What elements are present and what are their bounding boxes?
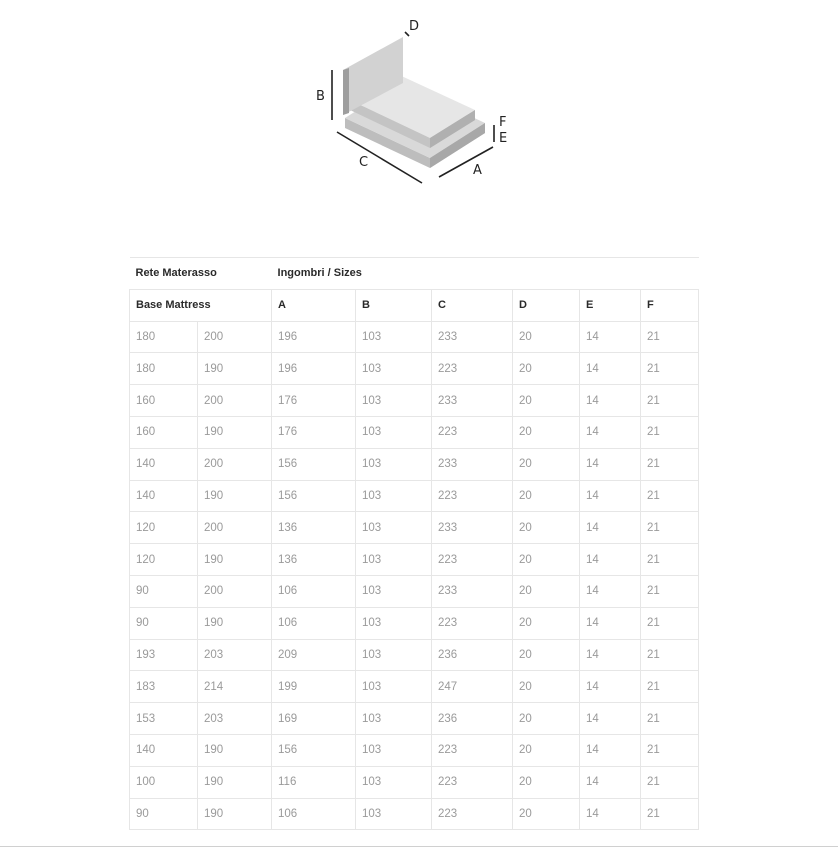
table-cell: 21 (641, 321, 699, 353)
table-cell: 196 (272, 353, 356, 385)
table-row (130, 766, 699, 798)
table-cell: 223 (432, 544, 513, 576)
table-cell: 103 (356, 544, 432, 576)
table-cell: 14 (580, 703, 641, 735)
table-cell: 136 (272, 512, 356, 544)
table-cell: 20 (513, 734, 580, 766)
table-cell: 103 (356, 575, 432, 607)
table-row (130, 512, 699, 544)
table-cell: 223 (432, 734, 513, 766)
table-cell: 214 (198, 671, 272, 703)
table-cell: 14 (580, 480, 641, 512)
table-cell: 14 (580, 575, 641, 607)
table-cell: 21 (641, 734, 699, 766)
table-cell: 20 (513, 671, 580, 703)
table-cell: 21 (641, 607, 699, 639)
table-cell: 247 (432, 671, 513, 703)
table-cell: 190 (198, 798, 272, 830)
group-header-row (130, 258, 699, 290)
table-row (130, 575, 699, 607)
column-header-e: E (580, 289, 641, 321)
table-cell: 103 (356, 416, 432, 448)
table-cell: 140 (130, 448, 198, 480)
table-cell: 140 (130, 480, 198, 512)
table-cell: 190 (198, 544, 272, 576)
table-cell: 190 (198, 416, 272, 448)
table-cell: 236 (432, 703, 513, 735)
table-cell: 20 (513, 607, 580, 639)
dimension-label-c: C (359, 155, 369, 170)
table-cell: 90 (130, 607, 198, 639)
table-row (130, 480, 699, 512)
table-cell: 21 (641, 353, 699, 385)
table-cell: 153 (130, 703, 198, 735)
table-cell: 233 (432, 575, 513, 607)
table-cell: 103 (356, 385, 432, 417)
dimension-label-d: D (409, 19, 420, 34)
table-cell: 103 (356, 607, 432, 639)
sizes-group-header: Ingombri / Sizes (272, 258, 699, 290)
table-cell: 160 (130, 416, 198, 448)
table-cell: 183 (130, 671, 198, 703)
table-cell: 14 (580, 544, 641, 576)
table-cell: 180 (130, 321, 198, 353)
table-cell: 203 (198, 639, 272, 671)
bottom-divider (0, 846, 838, 847)
table-cell: 103 (356, 321, 432, 353)
table-cell: 223 (432, 607, 513, 639)
table-cell: 20 (513, 575, 580, 607)
table-cell: 14 (580, 385, 641, 417)
table-row (130, 607, 699, 639)
base-group-header: Rete Materasso (130, 258, 272, 290)
table-cell: 196 (272, 321, 356, 353)
table-cell: 156 (272, 480, 356, 512)
table-cell: 190 (198, 353, 272, 385)
table-row (130, 353, 699, 385)
column-header-b: B (356, 289, 432, 321)
table-row (130, 639, 699, 671)
table-cell: 116 (272, 766, 356, 798)
table-cell: 103 (356, 766, 432, 798)
table-cell: 21 (641, 448, 699, 480)
column-header-a: A (272, 289, 356, 321)
table-cell: 190 (198, 734, 272, 766)
table-cell: 103 (356, 734, 432, 766)
table-cell: 223 (432, 798, 513, 830)
table-row (130, 671, 699, 703)
table-cell: 106 (272, 798, 356, 830)
table-cell: 120 (130, 512, 198, 544)
dimension-label-f: F (499, 115, 507, 130)
table-cell: 103 (356, 480, 432, 512)
table-cell: 20 (513, 448, 580, 480)
table-cell: 203 (198, 703, 272, 735)
table-cell: 103 (356, 512, 432, 544)
table-cell: 90 (130, 575, 198, 607)
table-cell: 20 (513, 353, 580, 385)
table-cell: 156 (272, 734, 356, 766)
table-cell: 14 (580, 607, 641, 639)
table-cell: 14 (580, 639, 641, 671)
column-header-base-mattress: Base Mattress (130, 289, 272, 321)
table-cell: 233 (432, 321, 513, 353)
table-row (130, 385, 699, 417)
table-row (130, 544, 699, 576)
table-cell: 103 (356, 703, 432, 735)
table-cell: 140 (130, 734, 198, 766)
table-cell: 169 (272, 703, 356, 735)
table-cell: 14 (580, 416, 641, 448)
table-cell: 223 (432, 353, 513, 385)
table-cell: 190 (198, 480, 272, 512)
table-cell: 20 (513, 544, 580, 576)
table-cell: 136 (272, 544, 356, 576)
table-cell: 233 (432, 512, 513, 544)
table-cell: 21 (641, 639, 699, 671)
table-cell: 233 (432, 448, 513, 480)
dimension-label-e: E (499, 131, 508, 146)
table-row (130, 416, 699, 448)
column-header-f: F (641, 289, 699, 321)
table-cell: 90 (130, 798, 198, 830)
table-cell: 103 (356, 353, 432, 385)
bed-dimension-diagram (305, 15, 515, 190)
table-cell: 193 (130, 639, 198, 671)
table-cell: 14 (580, 448, 641, 480)
table-cell: 21 (641, 703, 699, 735)
table-cell: 190 (198, 766, 272, 798)
table-cell: 20 (513, 639, 580, 671)
table-cell: 176 (272, 416, 356, 448)
table-cell: 200 (198, 385, 272, 417)
table-cell: 199 (272, 671, 356, 703)
table-cell: 223 (432, 766, 513, 798)
table-cell: 200 (198, 321, 272, 353)
table-row (130, 448, 699, 480)
table-cell: 176 (272, 385, 356, 417)
table-cell: 223 (432, 416, 513, 448)
table-cell: 20 (513, 480, 580, 512)
table-cell: 103 (356, 798, 432, 830)
table-cell: 20 (513, 512, 580, 544)
table-cell: 21 (641, 671, 699, 703)
column-header-c: C (432, 289, 513, 321)
table-cell: 200 (198, 575, 272, 607)
table-cell: 180 (130, 353, 198, 385)
table-cell: 20 (513, 385, 580, 417)
table-cell: 156 (272, 448, 356, 480)
table-cell: 14 (580, 766, 641, 798)
table-cell: 236 (432, 639, 513, 671)
table-cell: 106 (272, 575, 356, 607)
sizes-table-body (130, 258, 699, 830)
table-cell: 21 (641, 385, 699, 417)
table-cell: 200 (198, 448, 272, 480)
table-cell: 14 (580, 671, 641, 703)
table-cell: 20 (513, 703, 580, 735)
sizes-table (129, 257, 699, 830)
table-cell: 106 (272, 607, 356, 639)
table-cell: 21 (641, 798, 699, 830)
table-cell: 21 (641, 416, 699, 448)
table-cell: 223 (432, 480, 513, 512)
table-cell: 14 (580, 353, 641, 385)
table-row (130, 703, 699, 735)
table-cell: 14 (580, 734, 641, 766)
table-cell: 103 (356, 671, 432, 703)
table-cell: 20 (513, 321, 580, 353)
table-row (130, 734, 699, 766)
table-cell: 20 (513, 766, 580, 798)
table-cell: 120 (130, 544, 198, 576)
table-row (130, 798, 699, 830)
table-cell: 103 (356, 448, 432, 480)
dimension-label-b: B (316, 89, 325, 104)
table-cell: 14 (580, 321, 641, 353)
table-cell: 233 (432, 385, 513, 417)
table-cell: 160 (130, 385, 198, 417)
dimension-label-a: A (473, 163, 482, 178)
table-cell: 21 (641, 575, 699, 607)
table-cell: 103 (356, 639, 432, 671)
table-row (130, 321, 699, 353)
table-cell: 190 (198, 607, 272, 639)
bed-illustration (305, 15, 515, 190)
table-cell: 100 (130, 766, 198, 798)
table-cell: 21 (641, 480, 699, 512)
table-cell: 209 (272, 639, 356, 671)
table-cell: 14 (580, 512, 641, 544)
table-cell: 20 (513, 416, 580, 448)
table-cell: 20 (513, 798, 580, 830)
table-cell: 14 (580, 798, 641, 830)
table-cell: 21 (641, 512, 699, 544)
table-cell: 21 (641, 766, 699, 798)
table-cell: 200 (198, 512, 272, 544)
column-header-row (130, 289, 699, 321)
table-cell: 21 (641, 544, 699, 576)
column-header-d: D (513, 289, 580, 321)
